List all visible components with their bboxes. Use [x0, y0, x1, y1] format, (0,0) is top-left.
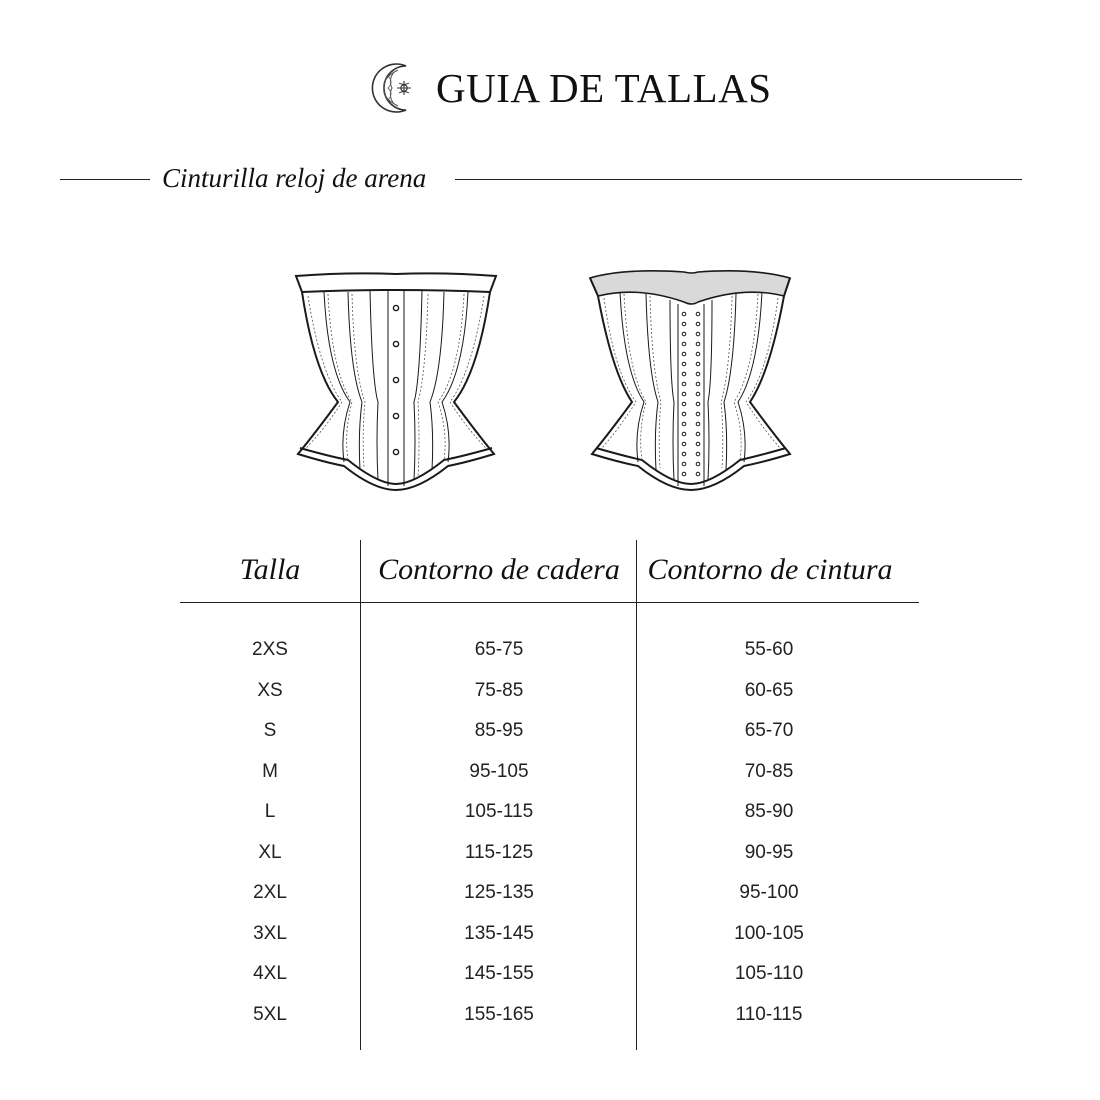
cell-size: 5XL [253, 1003, 287, 1025]
cell-hip: 115-125 [464, 841, 534, 863]
table-row [0, 752, 1100, 793]
cell-waist: 85-90 [744, 801, 794, 822]
header-waist: Contorno de cintura [647, 553, 893, 586]
cell-size: XL [258, 841, 282, 863]
cell-waist: 65-70 [744, 720, 794, 741]
table-row [0, 671, 1100, 712]
page-header [0, 58, 1100, 122]
cell-size: XS [257, 679, 283, 701]
cell-waist: 95-100 [739, 882, 799, 903]
cell-size: 3XL [253, 922, 287, 944]
cell-size: 4XL [253, 963, 287, 984]
corset-back-view-icon [288, 262, 504, 494]
cell-hip: 105-115 [464, 801, 534, 822]
cell-size: L [264, 801, 276, 822]
cell-hip: 155-165 [464, 1003, 534, 1025]
corset-illustrations [0, 262, 1100, 502]
cell-size: 2XS [252, 639, 288, 660]
cell-waist: 105-110 [734, 963, 804, 984]
cell-hip: 65-75 [474, 639, 524, 660]
table-body [0, 630, 1100, 1035]
cell-hip: 75-85 [474, 679, 524, 701]
table-row [0, 630, 1100, 671]
cell-hip: 95-105 [469, 760, 529, 782]
header-hip: Contorno de cadera [378, 553, 620, 586]
table-row [0, 873, 1100, 914]
cell-waist: 110-115 [735, 1003, 803, 1025]
cell-hip: 135-145 [464, 922, 534, 944]
divider-right [455, 179, 1022, 180]
table-row [0, 995, 1100, 1036]
crescent-moon-knot-icon [368, 60, 424, 116]
cell-waist: 100-105 [734, 922, 804, 944]
table-row [0, 833, 1100, 874]
cell-waist: 60-65 [744, 679, 794, 701]
header-size: Talla [239, 553, 301, 586]
page-title: GUIA DE TALLAS [436, 65, 772, 111]
cell-hip: 145-155 [464, 963, 534, 984]
cell-waist: 55-60 [744, 639, 794, 660]
section-heading [0, 160, 1100, 200]
table-row [0, 711, 1100, 752]
header-divider [180, 602, 919, 603]
cell-hip: 125-135 [464, 882, 534, 903]
cell-size: 2XL [253, 882, 287, 903]
cell-size: M [262, 760, 278, 782]
section-subtitle: Cinturilla reloj de arena [162, 163, 427, 193]
table-row [0, 914, 1100, 955]
divider-left [60, 179, 150, 180]
table-row [0, 954, 1100, 995]
cell-size: S [263, 720, 277, 741]
cell-waist: 70-85 [744, 760, 794, 782]
corset-front-view-icon [584, 262, 798, 494]
table-row [0, 792, 1100, 833]
cell-waist: 90-95 [744, 841, 794, 863]
cell-hip: 85-95 [474, 720, 524, 741]
size-table [0, 540, 1100, 1060]
